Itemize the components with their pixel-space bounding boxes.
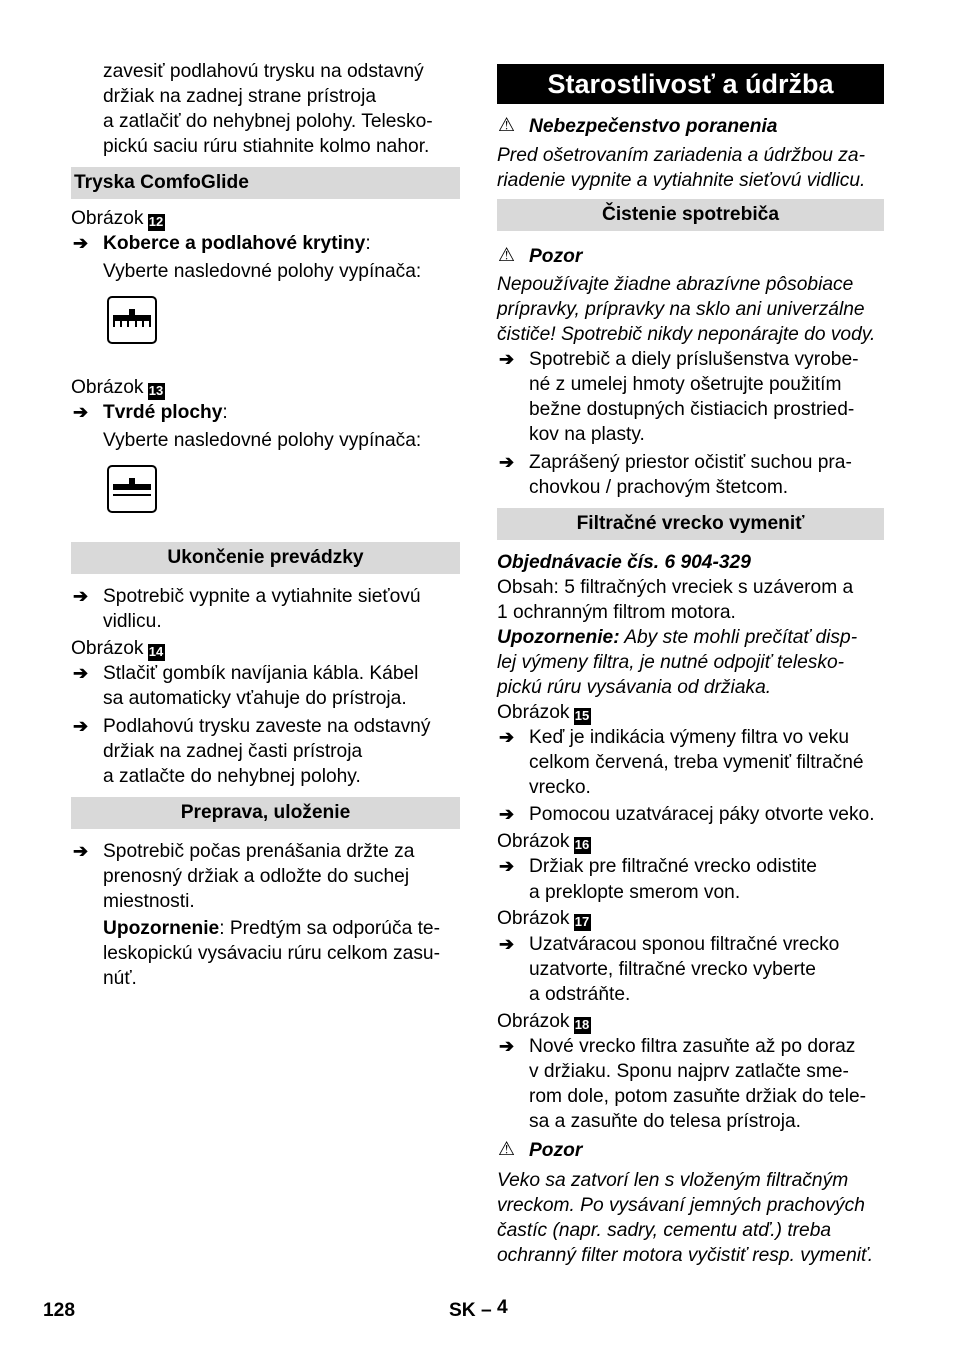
arrow-icon: ➔ [499,727,515,747]
cleaning-warning-line-1: Nepoužívajte žiadne abrazívne pôsobiace [497,274,854,295]
comfoglide-heading [71,167,460,199]
shutdown-step-2-line-1: Stlačiť gombík navíjania kábla. Kábel [103,663,419,684]
arrow-icon: ➔ [73,402,89,422]
content-line-2: 1 ochranným filtrom motora. [497,602,736,623]
footer-lang: SK [449,1300,476,1321]
figure-ref-17 [497,906,591,931]
hard-floor-icon [107,465,157,513]
filter-step-4-line-3: a odstráňte. [529,984,631,1005]
filter-heading [497,508,884,540]
arrow-icon: ➔ [499,452,515,472]
carpet-item-title: Koberce a podlahové krytiny [103,233,366,254]
shutdown-heading [71,542,460,574]
shutdown-step-2-line-2: sa automaticky vťahuje do prístroja. [103,688,407,709]
transport-note-line-3: núť. [103,968,137,989]
cleaning-heading-text: Čistenie spotrebiča [601,204,779,225]
filter-step-5-line-2: v držiaku. Sponu najprv zatlačte sme- [529,1061,849,1082]
figure-ref-15 [497,700,591,725]
figure-ref-16 [497,829,591,854]
shutdown-step-3-line-2: držiak na zadnej časti prístroja [103,741,363,762]
carpet-brush-icon [107,296,157,344]
carpet-instruction: Vyberte nasledovné polohy vypínača: [103,261,422,282]
warning-icon: ⚠ [498,115,516,136]
cleaning-heading [497,199,884,231]
figure-ref-13 [71,375,165,400]
cleaning-step-2-line-1: Zaprášený priestor očistiť suchou pra- [529,452,852,473]
main-heading-text: Starostlivosť a údržba [547,69,834,99]
cleaning-step-1-line-1: Spotrebič a diely príslušenstva vyrobe- [529,349,859,370]
arrow-icon: ➔ [499,804,515,824]
figure-number-16: 16 [574,837,590,852]
filter-step-5-line-4: sa a zasuňte do telesa prístroja. [529,1111,801,1132]
cleaning-warning-line-3: čističe! Spotrebič nikdy neponárajte do vody. [497,324,876,345]
arrow-icon: ➔ [499,1036,515,1056]
transport-step-line-3: miestnosti. [103,891,195,912]
danger-line-1: Pred ošetrovaním zariadenia a údržbou za- [497,145,865,166]
filter-step-4-line-1: Uzatváracou sponou filtračné vrecko [529,934,840,955]
main-heading [497,64,884,104]
content-line-1: Obsah: 5 filtračných vreciek s uzáverom a [497,577,854,598]
figure-label: Obrázok [497,908,570,929]
danger-title: Nebezpečenstvo poranenia [529,116,778,137]
carpet-item-colon: : [365,233,371,254]
hard-floor-instruction: Vyberte nasledovné polohy vypínača: [103,430,422,451]
shutdown-heading-text: Ukončenie prevádzky [167,547,364,568]
footer-dash: – [481,1300,492,1321]
figure-ref-18 [497,1009,591,1034]
arrow-icon: ➔ [499,349,515,369]
shutdown-step-3-line-1: Podlahovú trysku zaveste na odstavný [103,716,431,737]
hard-floor-item [103,400,228,425]
filter-step-1-line-1: Keď je indikácia výmeny filtra vo veku [529,727,849,748]
intro-line-3: a zatlačiť do nehybnej polohy. Telesko- [103,111,433,132]
transport-note-text: : Predtým sa odporúča te- [219,918,440,939]
shutdown-step-1-line-1: Spotrebič vypnite a vytiahnite sieťovú [103,586,421,607]
cleaning-warning-line-2: prípravky, prípravky na sklo ani univerzálne [497,299,865,320]
figure-number-15: 15 [574,708,590,723]
figure-label: Obrázok [71,377,144,398]
filter-warning-line-2: vreckom. Po vysávaní jemných prachových [497,1195,865,1216]
cleaning-step-2-line-2: chovkou / prachovým štetcom. [529,477,789,498]
filter-heading-text: Filtračné vrecko vymeniť [576,513,805,534]
filter-note-text: Aby ste mohli prečítať disp- [619,627,858,648]
filter-note-label: Upozornenie: [497,627,620,648]
arrow-icon: ➔ [73,663,89,683]
figure-number-14: 14 [148,644,164,659]
filter-warning-line-3: častíc (napr. sadry, cementu atď.) treba [497,1220,832,1241]
filter-step-1-line-2: celkom červená, treba vymeniť filtračné [529,752,864,773]
figure-number-12: 12 [148,214,164,229]
figure-number-17: 17 [574,914,590,929]
filter-step-1-line-3: vrecko. [529,777,591,798]
cleaning-step-1-line-3: bežne dostupných čistiacich prostried- [529,399,855,420]
figure-ref-14 [71,636,165,661]
filter-warning-line-1: Veko sa zatvorí len s vloženým filtračným [497,1170,849,1191]
arrow-icon: ➔ [499,934,515,954]
filter-warning-title: Pozor [529,1140,583,1161]
cleaning-step-1-line-2: né z umelej hmoty ošetrujte použitím [529,374,842,395]
figure-label: Obrázok [497,702,570,723]
filter-step-2-line-1: Pomocou uzatváracej páky otvorte veko. [529,804,875,825]
danger-line-2: riadenie vypnite a vytiahnite sieťovú vidlicu. [497,170,866,191]
filter-note-line-2: lej výmeny filtra, je nutné odpojiť telesko- [497,652,845,673]
footer-section-page: 4 [497,1297,508,1318]
arrow-icon: ➔ [73,841,89,861]
shutdown-step-3-line-3: a zatlačte do nehybnej polohy. [103,766,361,787]
cleaning-warning-title: Pozor [529,246,583,267]
warning-icon: ⚠ [498,1139,516,1160]
filter-step-3-line-2: a preklopte smerom von. [529,882,741,903]
filter-step-5-line-3: rom dole, potom zasuňte držiak do tele- [529,1086,867,1107]
carpet-item [103,231,371,256]
figure-label: Obrázok [71,208,144,229]
warning-icon: ⚠ [498,245,516,266]
comfoglide-heading-text: Tryska ComfoGlide [74,172,249,193]
page-number: 128 [43,1300,76,1321]
intro-line-1: zavesiť podlahovú trysku na odstavný [103,61,424,82]
transport-note-line-1 [103,916,440,941]
cleaning-step-1-line-4: kov na plasty. [529,424,645,445]
filter-step-5-line-1: Nové vrecko filtra zasuňte až po doraz [529,1036,856,1057]
filter-step-3-line-1: Držiak pre filtračné vrecko odistite [529,856,817,877]
arrow-icon: ➔ [73,716,89,736]
filter-note-line-1 [497,625,857,650]
figure-label: Obrázok [497,1011,570,1032]
hard-floor-item-colon: : [222,402,228,423]
arrow-icon: ➔ [499,856,515,876]
figure-number-13: 13 [148,383,164,398]
filter-note-line-3: pickú rúru vysávania od držiaka. [497,677,772,698]
figure-label: Obrázok [71,638,144,659]
transport-step-line-1: Spotrebič počas prenášania držte za [103,841,415,862]
filter-warning-line-4: ochranný filter motora vyčistiť resp. vymeniť. [497,1245,874,1266]
arrow-icon: ➔ [73,233,89,253]
transport-heading [71,797,460,829]
figure-label: Obrázok [497,831,570,852]
order-number: Objednávacie čís. 6 904-329 [497,552,751,573]
transport-note-line-2: leskopickú vysávaciu rúru celkom zasu- [103,943,440,964]
transport-step-line-2: prenosný držiak a odložte do suchej [103,866,410,887]
filter-step-4-line-2: uzatvorte, filtračné vrecko vyberte [529,959,816,980]
arrow-icon: ➔ [73,586,89,606]
intro-line-4: pickú saciu rúru stiahnite kolmo nahor. [103,136,430,157]
hard-floor-item-title: Tvrdé plochy [103,402,223,423]
transport-note-label: Upozornenie [103,918,220,939]
intro-line-2: držiak na zadnej strane prístroja [103,86,377,107]
shutdown-step-1-line-2: vidlicu. [103,611,162,632]
figure-ref-12 [71,206,165,231]
figure-number-18: 18 [574,1017,590,1032]
footer-section [449,1298,508,1323]
transport-heading-text: Preprava, uloženie [180,802,351,823]
